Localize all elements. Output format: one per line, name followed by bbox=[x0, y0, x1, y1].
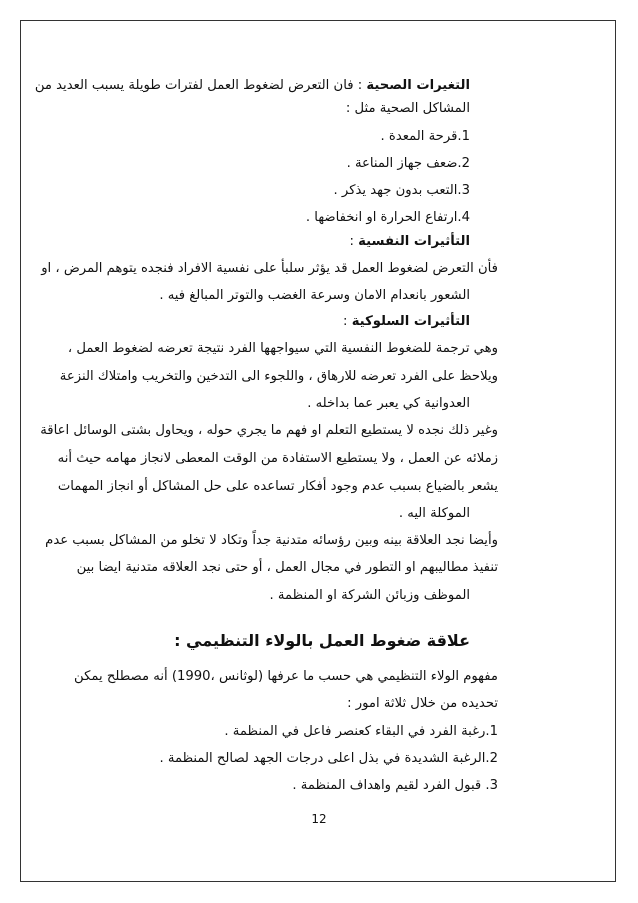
list-item: 4.ارتفاع الحرارة او انخفاضها . bbox=[305, 210, 470, 225]
text-line: المشاكل الصحية مثل : bbox=[345, 101, 470, 116]
list-item: 2.ضعف جهاز المناعة . bbox=[346, 156, 470, 171]
text-line: فأن التعرض لضغوط العمل قد يؤثر سلبأ على نفسية الافراد فنجده يتوهم المرض ، او bbox=[41, 261, 498, 276]
list-item: 1.قرحة المعدة . bbox=[380, 129, 470, 144]
text-line: تحديده من خلال ثلاثة امور : bbox=[347, 696, 498, 711]
text-line: التغيرات الصحية : فان التعرض لضغوط العمل لفترات طويلة يسبب العديد من bbox=[34, 78, 470, 93]
text-line: وغير ذلك نجده لا يستطيع التعلم او فهم ما يجري حوله ، ويحاول بشتى الوسائل اعاقة bbox=[40, 423, 498, 438]
text-line: ويلاحظ على الفرد تعرضه للارهاق ، واللجوء الى التدخين والتخريب وامتلاك النزعة bbox=[59, 369, 498, 384]
section-heading: التأثيرات السلوكية : bbox=[343, 314, 470, 329]
text-line: الموكلة اليه . bbox=[398, 506, 470, 521]
text-line: مفهوم الولاء التنظيمي هي حسب ما عرفها (لوثانس ،1990) أنه مصطلح يمكن bbox=[74, 669, 498, 684]
page-number: 12 bbox=[311, 812, 327, 826]
list-item: 2.الرغبة الشديدة في بذل اعلى درجات الجهد لصالح المنظمة . bbox=[159, 751, 498, 766]
text-line: وأيضا نجد العلاقة بينه وبين رؤسائه متدنية جداً وتكاد لا تخلو من المشاكل بسبب عدم bbox=[45, 533, 498, 548]
text-line: الموظف وزبائن الشركة او المنظمة . bbox=[269, 588, 470, 603]
text-line: العدوانية كي يعبر عما بداخله . bbox=[307, 396, 470, 411]
text-line: الشعور بانعدام الامان وسرعة الغضب والتوتر المبالغ فيه . bbox=[159, 288, 470, 303]
text-line: تنفيذ مطاليبهم او التطور في مجال العمل ، أو حتى نجد العلاقه متدنية ايضا بين bbox=[76, 560, 498, 575]
page-title: علاقة ضغوط العمل بالولاء التنظيمي : bbox=[174, 631, 470, 650]
list-item: 3.التعب بدون جهد يذكر . bbox=[333, 183, 470, 198]
list-item: 3. قبول الفرد لقيم واهداف المنظمة . bbox=[292, 778, 498, 793]
list-item: 1.رغبة الفرد في البقاء كعنصر فاعل في المنظمة . bbox=[224, 724, 498, 739]
text-line: يشعر بالضياع بسبب عدم وجود أفكار تساعده على حل المشاكل أو انجاز المهمات bbox=[57, 479, 498, 494]
section-heading: التأثيرات النفسية : bbox=[349, 234, 470, 249]
text-line: وهي ترجمة للضغوط النفسية التي سيواجهها الفرد نتيجة تعرضه لضغوط العمل ، bbox=[67, 341, 498, 356]
text-line: زملائه عن العمل ، ولا يستطيع الاستفادة من الوقت المعطى لانجاز مهامه حيث أنه bbox=[57, 451, 498, 466]
